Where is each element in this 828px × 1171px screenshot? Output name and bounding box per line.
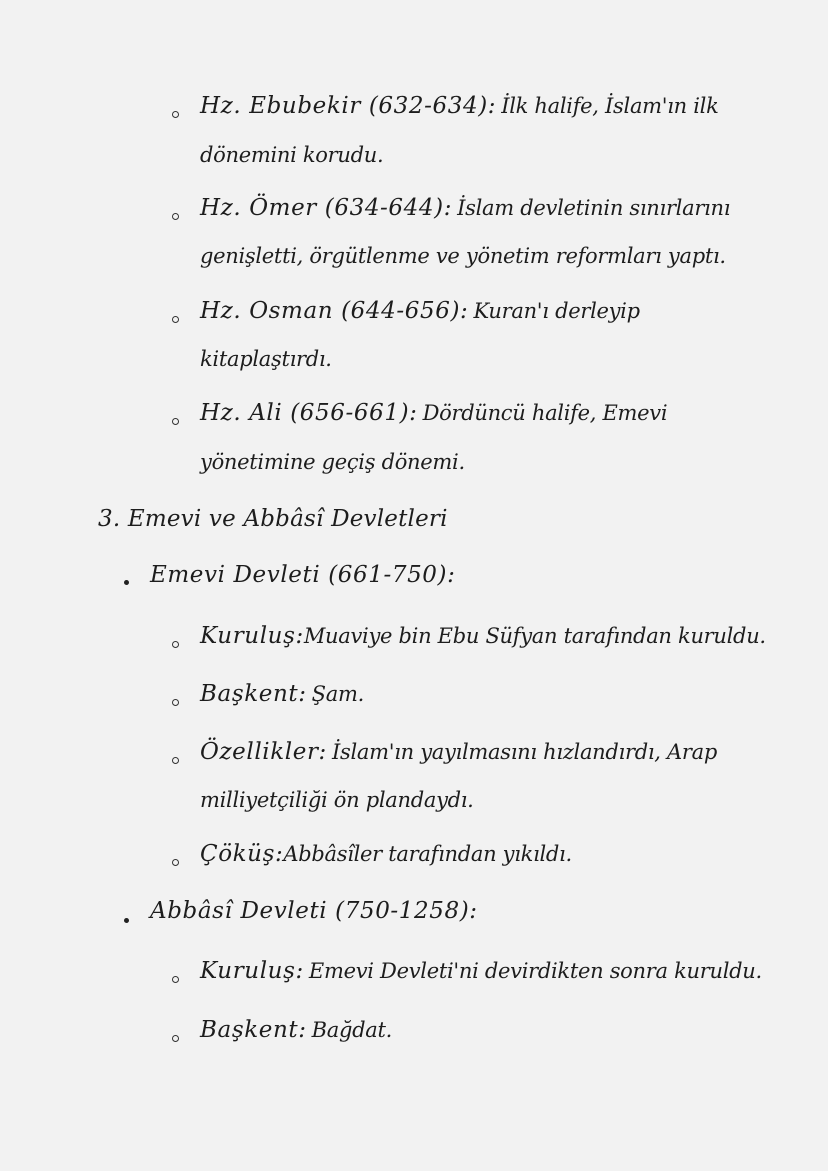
- abbasi-title: Abbâsî Devleti (750-1258):: [150, 898, 478, 924]
- item-text: İslam devletinin sınırlarını: [457, 196, 731, 220]
- label: Özellikler:: [200, 739, 327, 765]
- emevi-cokus: [200, 843, 572, 866]
- label: Başkent:: [200, 681, 307, 707]
- sub-bullet: [172, 213, 179, 220]
- emevi-ozellikler: [200, 741, 717, 764]
- item-lead: Hz. Ebubekir (632-634):: [200, 93, 497, 119]
- value: Emevi Devleti'ni devirdikten sonra kuruldu.: [308, 959, 762, 983]
- item-text: Dördüncü halife, Emevi: [422, 401, 668, 425]
- value: Şam.: [311, 682, 364, 706]
- sub-bullet: [172, 859, 179, 866]
- sub-bullet: [172, 699, 179, 706]
- caliph-item-omer: [200, 197, 730, 220]
- value: Bağdat.: [311, 1018, 393, 1042]
- sub-bullet: [172, 976, 179, 983]
- item-text: Kuran'ı derleyip: [473, 299, 640, 323]
- item-continuation: milliyetçiliği ön plandaydı.: [200, 788, 474, 812]
- sub-bullet: [172, 111, 179, 118]
- emevi-title: Emevi Devleti (661-750):: [150, 562, 456, 588]
- label: Kuruluş:: [200, 958, 304, 984]
- label: Başkent:: [200, 1017, 307, 1043]
- emevi-kurulus: [200, 625, 766, 648]
- abbasi-baskent: [200, 1019, 392, 1042]
- item-lead: Hz. Ali (656-661):: [200, 400, 418, 426]
- item-lead: Hz. Ömer (634-644):: [200, 195, 453, 221]
- item-continuation: kitaplaştırdı.: [200, 347, 332, 371]
- bullet-dot: [124, 918, 129, 923]
- value: İslam'ın yayılmasını hızlandırdı, Arap: [332, 740, 717, 764]
- label: Kuruluş:: [200, 623, 304, 649]
- item-continuation: dönemini korudu.: [200, 143, 384, 167]
- item-text: İlk halife, İslam'ın ilk: [501, 94, 719, 118]
- sub-bullet: [172, 641, 179, 648]
- item-continuation: genişletti, örgütlenme ve yönetim reformları yaptı.: [200, 244, 726, 268]
- sub-bullet: [172, 757, 179, 764]
- caliph-item-osman: [200, 300, 640, 323]
- section-heading: 3. Emevi ve Abbâsî Devletleri: [98, 506, 448, 532]
- value: Abbâsîler tarafından yıkıldı.: [283, 842, 572, 866]
- label: Çöküş:: [200, 841, 284, 867]
- abbasi-kurulus: [200, 960, 762, 983]
- item-lead: Hz. Osman (644-656):: [200, 298, 469, 324]
- sub-bullet: [172, 316, 179, 323]
- emevi-baskent: [200, 683, 364, 706]
- caliph-item-ali: [200, 402, 667, 425]
- sub-bullet: [172, 1035, 179, 1042]
- bullet-dot: [124, 580, 129, 585]
- value: Muaviye bin Ebu Süfyan tarafından kuruldu.: [303, 624, 766, 648]
- sub-bullet: [172, 418, 179, 425]
- caliph-item-ebubekir: [200, 95, 719, 118]
- item-continuation: yönetimine geçiş dönemi.: [200, 450, 465, 474]
